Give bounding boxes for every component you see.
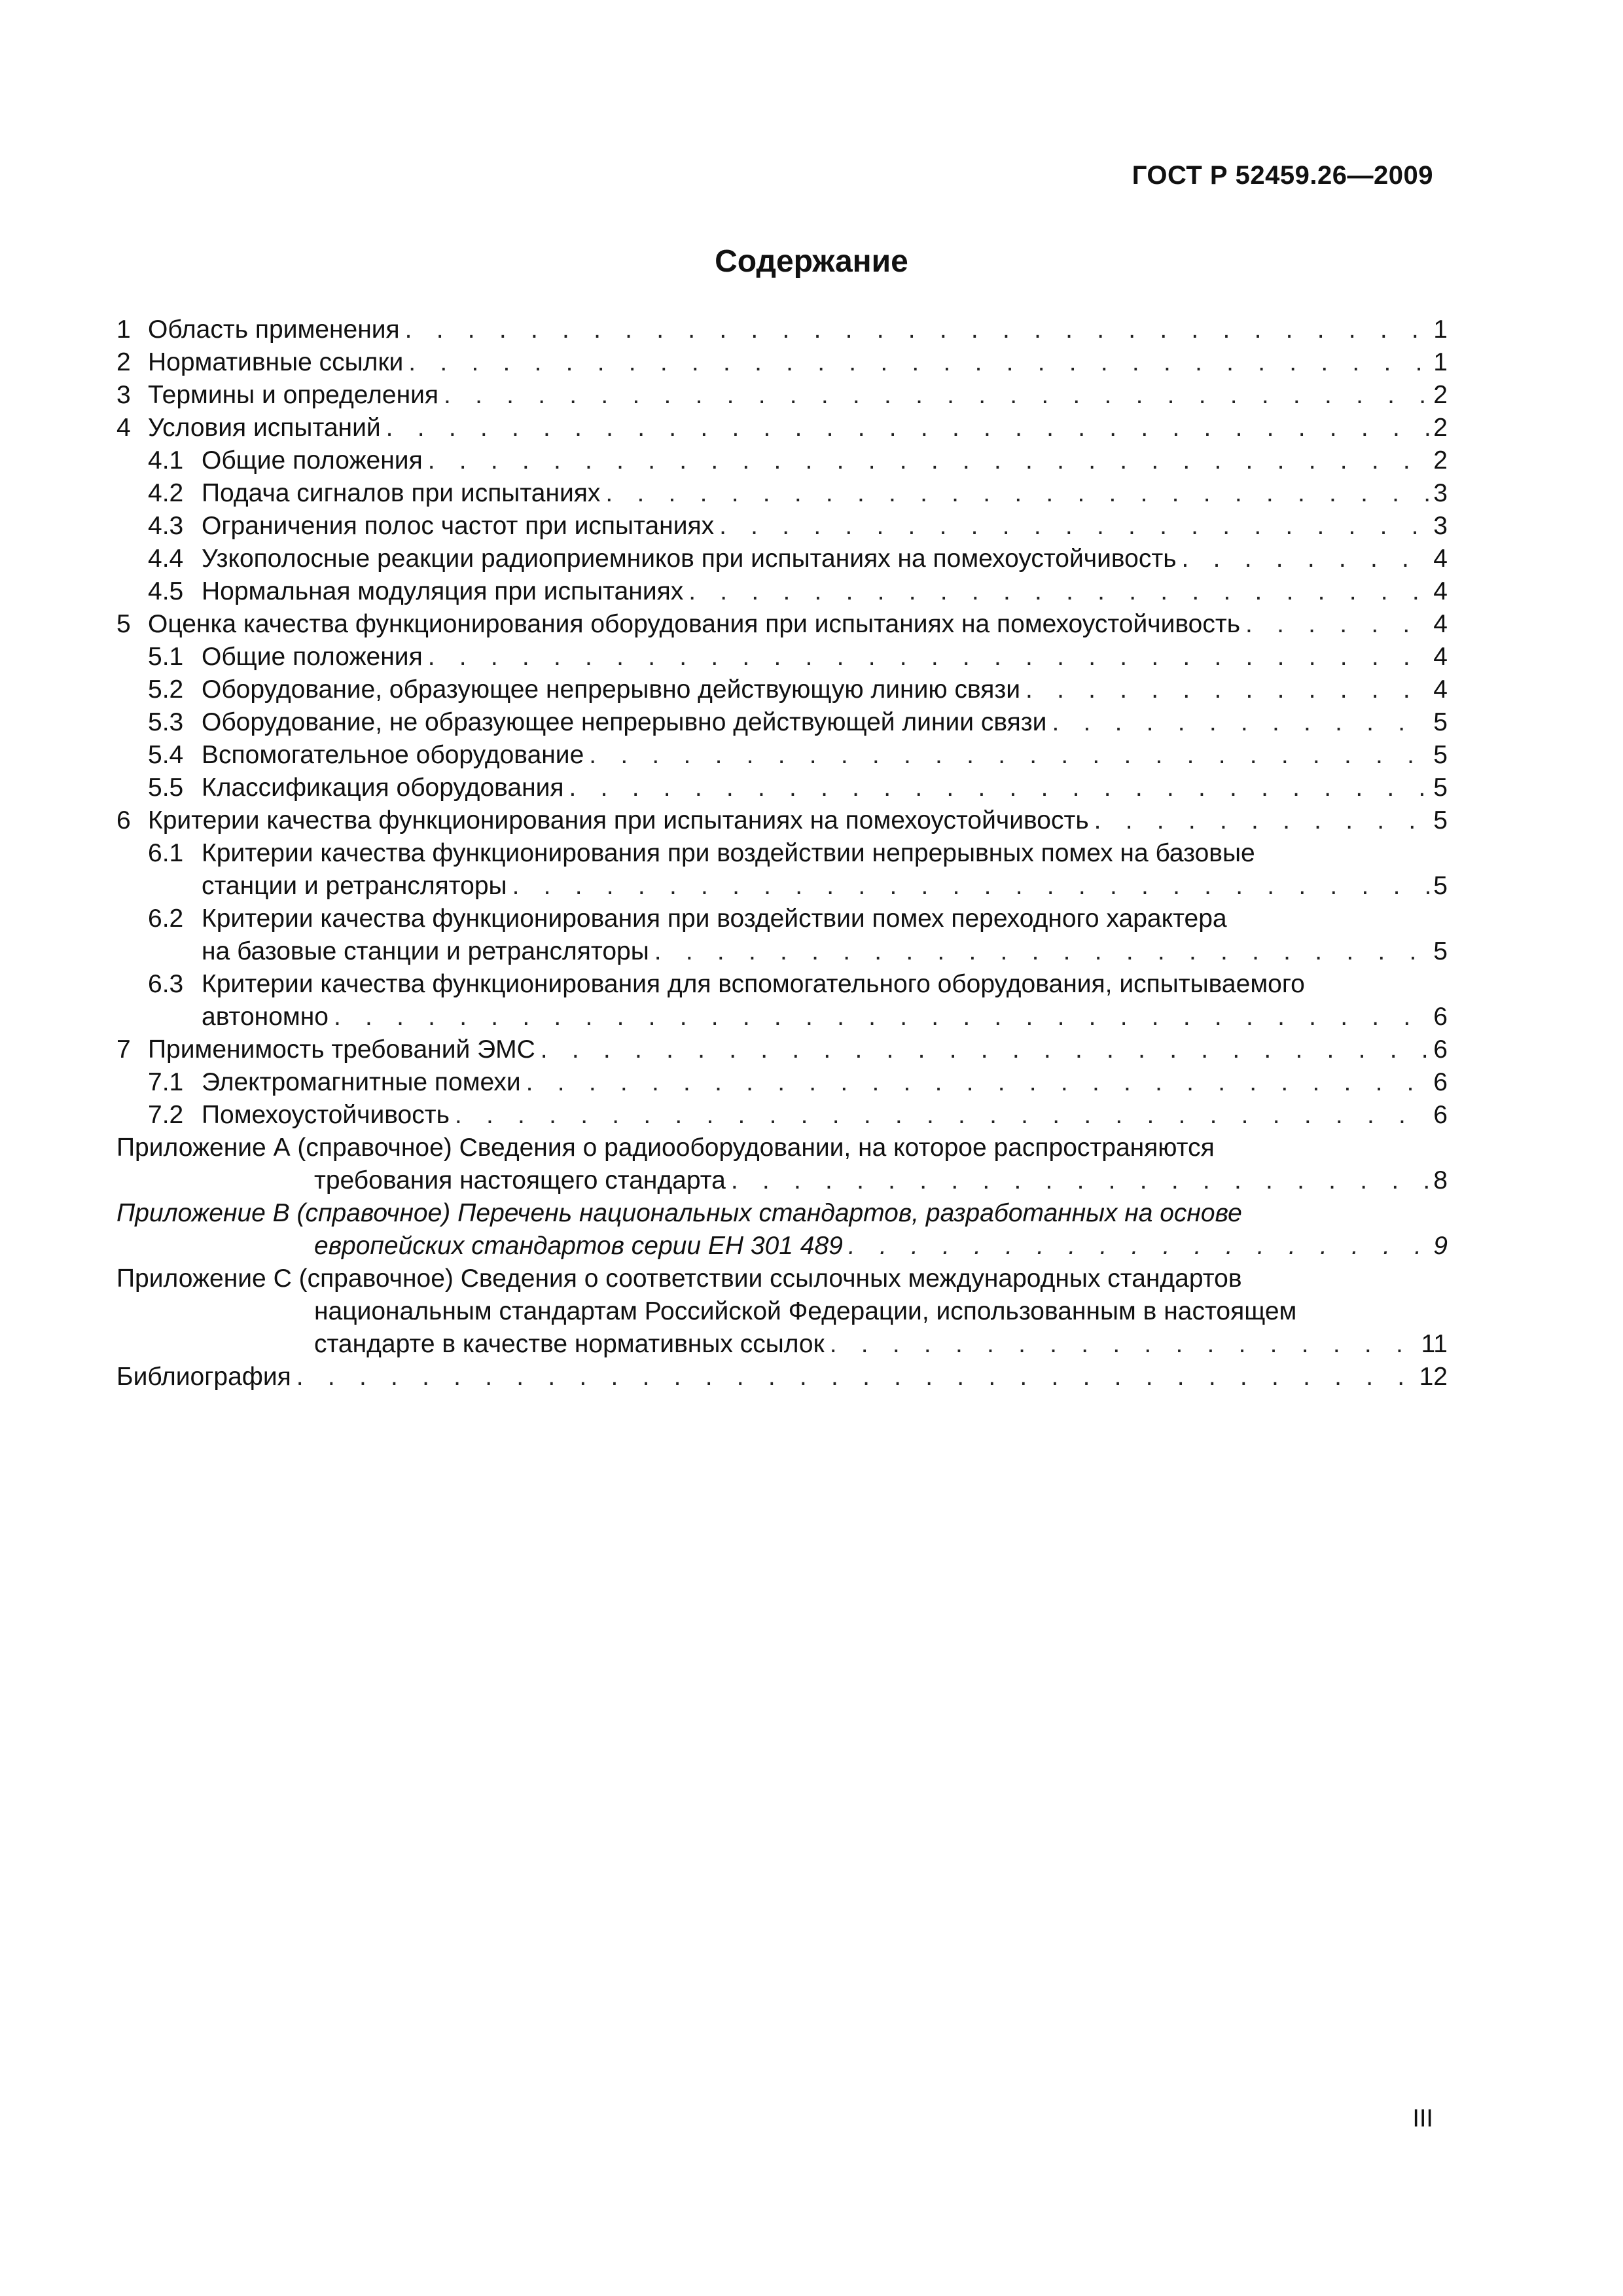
toc-entry-number: 4 xyxy=(116,414,131,442)
toc-dot-leader xyxy=(1094,804,1430,837)
toc-entry-page: 6 xyxy=(1433,1035,1448,1064)
toc-entry-number: 1 xyxy=(116,315,131,344)
toc-entry[interactable] xyxy=(116,968,1448,1001)
toc-entry-page: 4 xyxy=(1433,675,1448,704)
page-title: Содержание xyxy=(715,244,908,279)
toc-entry-title: Ограничения полос частот при испытаниях xyxy=(202,512,715,540)
toc-entry-title: Библиография xyxy=(116,1363,291,1391)
toc-entry-title: Оборудование, не образующее непрерывно действующей линии связи xyxy=(202,708,1047,736)
toc-dot-leader xyxy=(1026,673,1429,706)
toc-entry-number: 7.1 xyxy=(148,1068,184,1096)
toc-entry[interactable] xyxy=(116,314,1448,346)
toc-dot-leader xyxy=(386,412,1430,444)
toc-entry-page: 6 xyxy=(1433,1003,1448,1031)
document-header-standard: ГОСТ Р 52459.26—2009 xyxy=(1132,161,1433,190)
toc-entry[interactable] xyxy=(116,673,1448,706)
toc-entry[interactable] xyxy=(116,412,1448,444)
toc-dot-leader xyxy=(1245,608,1429,641)
toc-entry-page: 5 xyxy=(1433,872,1448,900)
toc-entry-number: 6 xyxy=(116,806,131,834)
toc-entry-title: Общие положения xyxy=(202,643,423,671)
toc-entry-number: 5.5 xyxy=(148,774,184,802)
toc-entry-page: 1 xyxy=(1433,315,1448,344)
toc-entry-title: Термины и определения xyxy=(148,381,439,409)
toc-dot-leader xyxy=(428,641,1430,673)
toc-entry-number: 5 xyxy=(116,610,131,638)
toc-dot-leader xyxy=(408,346,1429,379)
toc-entry-page: 2 xyxy=(1433,446,1448,475)
toc-dot-leader xyxy=(731,1164,1429,1197)
toc-entry-title: Область применения xyxy=(148,315,400,344)
toc-entry-page: 5 xyxy=(1433,806,1448,834)
toc-entry[interactable] xyxy=(116,739,1448,772)
toc-dot-leader xyxy=(526,1066,1430,1099)
toc-entry-number: 6.2 xyxy=(148,905,184,933)
toc-entry-page: 5 xyxy=(1433,774,1448,802)
toc-entry-number: 7 xyxy=(116,1035,131,1064)
table-of-contents xyxy=(116,314,1448,1393)
toc-entry-number: 7.2 xyxy=(148,1101,184,1129)
toc-entry[interactable] xyxy=(116,379,1448,412)
toc-dot-leader xyxy=(688,575,1429,608)
toc-dot-leader xyxy=(605,477,1429,510)
toc-entry-title: Подача сигналов при испытаниях xyxy=(202,479,601,507)
toc-entry-title: Критерии качества функционирования при испытаниях на помехоустойчивость xyxy=(148,806,1089,834)
toc-entry[interactable] xyxy=(116,477,1448,510)
toc-entry-title: Критерии качества функционирования при воздействии непрерывных помех на базовые xyxy=(202,839,1255,867)
toc-entry[interactable] xyxy=(116,641,1448,673)
toc-entry-title: Общие положения xyxy=(202,446,423,475)
toc-entry[interactable] xyxy=(116,1361,1448,1393)
toc-entry-page: 3 xyxy=(1433,479,1448,507)
toc-entry-page: 12 xyxy=(1419,1363,1448,1391)
toc-entry-page: 5 xyxy=(1433,741,1448,769)
toc-entry-title: Условия испытаний xyxy=(148,414,381,442)
toc-dot-leader xyxy=(589,739,1429,772)
toc-entry-page: 8 xyxy=(1433,1166,1448,1194)
toc-entry-page: 4 xyxy=(1433,545,1448,573)
toc-entry[interactable] xyxy=(116,1033,1448,1066)
toc-entry[interactable] xyxy=(116,1295,1448,1328)
toc-dot-leader xyxy=(719,510,1429,543)
toc-entry-page: 4 xyxy=(1433,643,1448,671)
toc-entry[interactable] xyxy=(116,935,1448,968)
toc-entry[interactable] xyxy=(116,837,1448,870)
toc-entry-title: Приложение С (справочное) Сведения о соответствии ссылочных международных стандартов xyxy=(116,1265,1242,1293)
toc-entry-number: 3 xyxy=(116,381,131,409)
toc-entry-page: 11 xyxy=(1421,1330,1448,1358)
toc-entry-number: 6.1 xyxy=(148,839,184,867)
toc-entry-page: 9 xyxy=(1433,1232,1448,1260)
toc-entry-number: 4.2 xyxy=(148,479,184,507)
toc-dot-leader xyxy=(455,1099,1429,1132)
toc-entry[interactable] xyxy=(116,608,1448,641)
toc-entry[interactable] xyxy=(116,706,1448,739)
toc-dot-leader xyxy=(654,935,1430,968)
toc-dot-leader xyxy=(444,379,1429,412)
toc-entry-title: Применимость требований ЭМС xyxy=(148,1035,535,1064)
toc-entry-number: 4.3 xyxy=(148,512,184,540)
toc-entry-title: Оборудование, образующее непрерывно действующую линию связи xyxy=(202,675,1021,704)
toc-entry-page: 2 xyxy=(1433,414,1448,442)
toc-entry-title: на базовые станции и ретрансляторы xyxy=(202,937,649,965)
toc-entry[interactable] xyxy=(116,1164,1448,1197)
toc-entry-title: Приложение А (справочное) Сведения о радиооборудовании, на которое распространяются xyxy=(116,1134,1215,1162)
toc-entry-page: 4 xyxy=(1433,610,1448,638)
toc-entry[interactable] xyxy=(116,1230,1448,1263)
toc-dot-leader xyxy=(296,1361,1416,1393)
toc-dot-leader xyxy=(405,314,1430,346)
toc-dot-leader xyxy=(541,1033,1430,1066)
toc-entry-number: 4.4 xyxy=(148,545,184,573)
toc-entry-title: Узкополосные реакции радиоприемников при испытаниях на помехоустойчивость xyxy=(202,545,1177,573)
toc-entry-title: Оценка качества функционирования оборудования при испытаниях на помехоустойчивость xyxy=(148,610,1241,638)
toc-entry-page: 6 xyxy=(1433,1068,1448,1096)
toc-entry-page: 2 xyxy=(1433,381,1448,409)
toc-entry-number: 5.2 xyxy=(148,675,184,704)
toc-entry-title: Нормальная модуляция при испытаниях xyxy=(202,577,684,605)
toc-entry-title: станции и ретрансляторы xyxy=(202,872,507,900)
toc-entry-title: Помехоустойчивость xyxy=(202,1101,450,1129)
toc-entry[interactable] xyxy=(116,1328,1448,1361)
toc-entry[interactable] xyxy=(116,772,1448,804)
toc-entry[interactable] xyxy=(116,1263,1448,1295)
toc-entry[interactable] xyxy=(116,346,1448,379)
toc-entry-title: Нормативные ссылки xyxy=(148,348,404,376)
toc-entry-page: 4 xyxy=(1433,577,1448,605)
toc-entry[interactable] xyxy=(116,870,1448,903)
toc-entry-number: 5.1 xyxy=(148,643,184,671)
toc-entry-title: автономно xyxy=(202,1003,329,1031)
toc-entry[interactable] xyxy=(116,444,1448,477)
toc-entry[interactable] xyxy=(116,1197,1448,1230)
toc-entry[interactable] xyxy=(116,543,1448,575)
toc-dot-leader xyxy=(428,444,1430,477)
toc-entry[interactable] xyxy=(116,1066,1448,1099)
toc-entry[interactable] xyxy=(116,903,1448,935)
toc-entry-page: 5 xyxy=(1433,708,1448,736)
toc-entry-title: Приложение В (справочное) Перечень национальных стандартов, разработанных на основе xyxy=(116,1199,1242,1227)
toc-entry-title: Классификация оборудования xyxy=(202,774,564,802)
toc-dot-leader xyxy=(830,1328,1418,1361)
toc-entry-title: Электромагнитные помехи xyxy=(202,1068,521,1096)
toc-entry-page: 1 xyxy=(1433,348,1448,376)
toc-entry-page: 5 xyxy=(1433,937,1448,965)
toc-entry-number: 5.3 xyxy=(148,708,184,736)
toc-entry-title: Критерии качества функционирования при воздействии помех переходного характера xyxy=(202,905,1227,933)
toc-entry[interactable] xyxy=(116,1099,1448,1132)
toc-dot-leader xyxy=(512,870,1430,903)
page-number: III xyxy=(1412,2105,1433,2132)
toc-entry-title: стандарте в качестве нормативных ссылок xyxy=(314,1330,825,1358)
toc-entry-page: 3 xyxy=(1433,512,1448,540)
toc-dot-leader xyxy=(1052,706,1429,739)
toc-entry[interactable] xyxy=(116,1001,1448,1033)
toc-entry[interactable] xyxy=(116,804,1448,837)
toc-entry[interactable] xyxy=(116,575,1448,608)
toc-entry-title: Вспомогательное оборудование xyxy=(202,741,584,769)
toc-entry-title: европейских стандартов серии ЕН 301 489 xyxy=(314,1232,843,1260)
toc-entry-title: Критерии качества функционирования для вспомогательного оборудования, испытываемого xyxy=(202,970,1305,998)
toc-entry-number: 5.4 xyxy=(148,741,184,769)
toc-entry-number: 6.3 xyxy=(148,970,184,998)
toc-entry-title: требования настоящего стандарта xyxy=(314,1166,726,1194)
toc-entry-number: 4.5 xyxy=(148,577,184,605)
toc-entry-number: 4.1 xyxy=(148,446,184,475)
toc-entry-page: 6 xyxy=(1433,1101,1448,1129)
toc-dot-leader xyxy=(1182,543,1430,575)
toc-entry-title: национальным стандартам Российской Федерации, использованным в настоящем xyxy=(314,1297,1297,1325)
toc-dot-leader xyxy=(334,1001,1429,1033)
toc-dot-leader xyxy=(848,1230,1429,1263)
toc-entry[interactable] xyxy=(116,510,1448,543)
toc-entry-number: 2 xyxy=(116,348,131,376)
toc-dot-leader xyxy=(569,772,1430,804)
toc-entry[interactable] xyxy=(116,1132,1448,1164)
